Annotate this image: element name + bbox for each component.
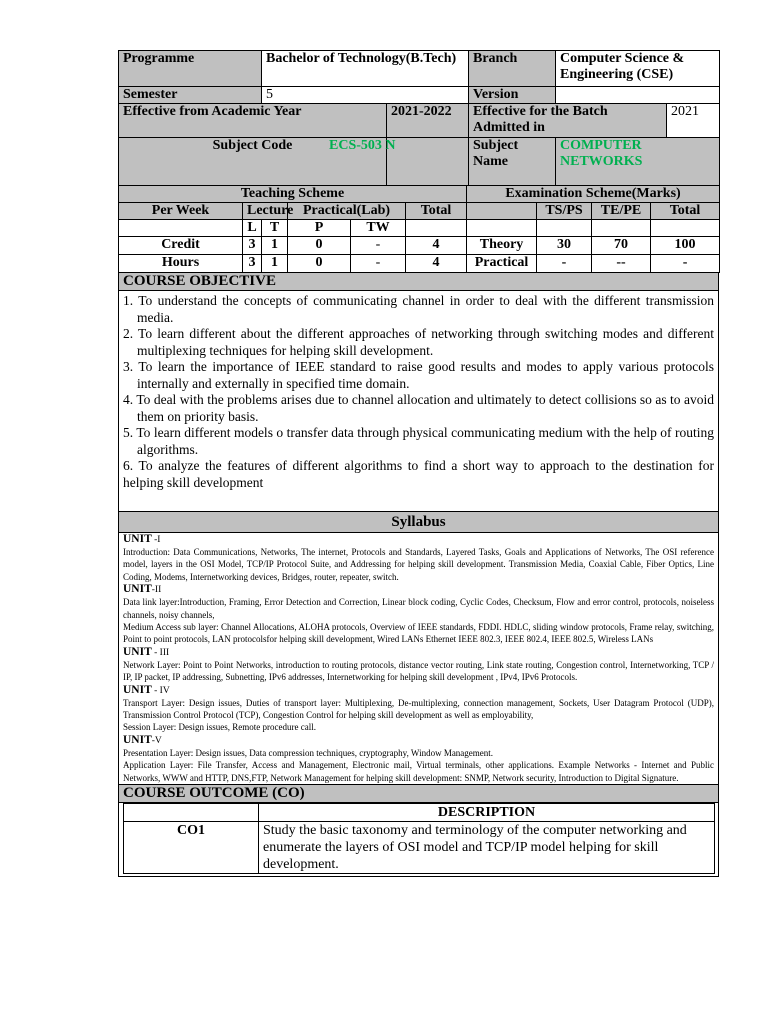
- syllabus-content: [119, 533, 719, 785]
- cell-etotal: -: [651, 255, 720, 273]
- course-objective-title: COURSE OBJECTIVE: [119, 273, 719, 291]
- course-outcome-cell: [119, 803, 719, 877]
- list-item: 3. To learn the importance of IEEE standard to raise good results and modes to apply various protocols internally and externally in specified time domain.: [123, 359, 714, 391]
- cell-exam: Practical: [467, 255, 537, 273]
- lecture-header: Lecture: [243, 203, 288, 220]
- cell-t: 1: [262, 237, 288, 255]
- cell-l: 3: [243, 255, 262, 273]
- course-outcome-table: [123, 803, 715, 874]
- subject-code-label: Subject Code: [119, 138, 387, 186]
- unit-number: -V: [151, 735, 162, 746]
- effective-year-label: Effective from Academic Year: [119, 104, 387, 138]
- unit-heading: [123, 533, 714, 546]
- objectives-list: [119, 291, 719, 512]
- subject-code-cell: [329, 138, 469, 186]
- description-header: DESCRIPTION: [259, 804, 715, 822]
- list-item: 1. To understand the concepts of communicating channel in order to deal with the different transmission media.: [123, 293, 714, 325]
- list-item: 2. To learn different about the different approaches of networking through switching modes and different multiplexing techniques for helping skill development.: [123, 326, 714, 358]
- cell-tw: -: [351, 237, 406, 255]
- co-id: CO1: [124, 822, 259, 874]
- tw-header: TW: [351, 220, 406, 237]
- syllabus-title: Syllabus: [119, 512, 719, 533]
- blank-cell: [406, 220, 467, 237]
- exam-scheme-title: Examination Scheme(Marks): [467, 186, 720, 203]
- practical-lab-header: Practical(Lab): [288, 203, 406, 220]
- unit-label: UNIT: [123, 583, 152, 596]
- cell-l: 3: [243, 237, 262, 255]
- unit-text: Application Layer: File Transfer, Access and Management, Electronic mail, Virtual terminals, other applications. Example Networks - Internet and Public Networks, WWW and HTTP, DNS,FTP, Network Management for helping skill development: SNMP, Network security, Introduction to Digital Signature.: [123, 760, 714, 783]
- unit-label: UNIT: [123, 645, 152, 658]
- co-description: Study the basic taxonomy and terminology of the computer networking and enumerate the layers of OSI model and TCP/IP model helping for skill development.: [259, 822, 715, 874]
- teaching-scheme-title: Teaching Scheme: [119, 186, 467, 203]
- semester-label: Semester: [119, 87, 262, 104]
- unit-text: Transport Layer: Design issues, Duties of transport layer: Multiplexing, De-multiplexing, connection management, Sockets, User Datagram Protocol (UDP), Transmission Control Protocol (TCP), Congestion Control for helping skill development as well as employability,: [123, 697, 714, 721]
- cell-te: 70: [592, 237, 651, 255]
- cell-p: 0: [288, 237, 351, 255]
- te-pe-header: TE/PE: [592, 203, 651, 220]
- list-item: 5. To learn different models o transfer data through physical communicating medium with the help of routing algorithms.: [123, 425, 714, 457]
- total-header: Total: [406, 203, 467, 220]
- batch-label: Effective for the Batch Admitted in: [469, 104, 667, 138]
- programme-value: Bachelor of Technology(B.Tech): [262, 51, 469, 87]
- exam-total-header: Total: [651, 203, 720, 220]
- cell-p: 0: [288, 255, 351, 273]
- cell-total: 4: [406, 237, 467, 255]
- unit-number: - III: [151, 647, 170, 658]
- unit-number: -I: [151, 535, 161, 545]
- unit-text: Presentation Layer: Design issues, Data compression techniques, cryptography, Window Management.: [123, 747, 494, 758]
- semester-value: 5: [262, 87, 469, 104]
- unit-number: -II: [151, 585, 162, 596]
- course-body-table: [118, 272, 719, 877]
- t-header: T: [262, 220, 288, 237]
- programme-label: Programme: [119, 51, 262, 87]
- unit-text: Introduction: Data Communications, Networks, The internet, Protocols and Standards, Layered Tasks, Goals and Applications of Networks, The OSI reference model, layers in the OSI Model, TCP/IP Protocol Suite, and Addressing for helping skill development. Transmission Media, Coaxial Cable, Fiber Optics, Line Coding, Modems, Internetworking devices, Bridges, router, repeater, switch.: [123, 547, 714, 582]
- cell-ts: 30: [537, 237, 592, 255]
- blank-cell: [467, 220, 537, 237]
- cell-total: 4: [406, 255, 467, 273]
- scheme-table: [118, 185, 720, 273]
- cell-t: 1: [262, 255, 288, 273]
- cell-tw: -: [351, 255, 406, 273]
- blank-cell: [537, 220, 592, 237]
- lt-blank: [119, 220, 243, 237]
- unit-heading: [123, 646, 714, 659]
- subject-name-value: COMPUTER NETWORKS: [556, 138, 720, 186]
- cell-etotal: 100: [651, 237, 720, 255]
- cell-ts: -: [537, 255, 592, 273]
- course-document: [118, 50, 719, 877]
- batch-value: 2021: [667, 104, 720, 138]
- unit-text: Session Layer: Design issues, Remote procedure call.: [123, 722, 316, 733]
- co-blank-header: [124, 804, 259, 822]
- ts-ps-header: TS/PS: [537, 203, 592, 220]
- cell-te: --: [592, 255, 651, 273]
- branch-label: Branch: [469, 51, 556, 87]
- l-header: L: [243, 220, 262, 237]
- list-item: 4. To deal with the problems arises due to channel allocation and ultimately to detect collisions so as to avoid them on priority basis.: [123, 392, 714, 424]
- subject-name-label: Subject Name: [469, 138, 556, 186]
- unit-heading: [123, 734, 714, 747]
- effective-year-value: 2021-2022: [387, 104, 469, 138]
- unit-text: Network Layer: Point to Point Networks, introduction to routing protocols, distance vector routing, Link state routing, Congestion control, Internetworking, TCP / IP, IP packet, IP addressing, Subnetting, IPv6 addresses, Internetworking for helping skill development , IPv4, IPv6 Protocols.: [123, 659, 714, 683]
- unit-text: Medium Access sub layer: Channel Allocations, ALOHA protocols, Overview of IEEE standards, FDDI. HDLC, sliding window protocols, Frame relay, switching, Point to point protocols, LAN protocolsfor helping skill development, Wired LANs Ethernet IEEE 802.3, IEEE 802.4, IEEE 802.5, Wireless LANs: [123, 622, 714, 645]
- p-header: P: [288, 220, 351, 237]
- unit-label: UNIT: [123, 533, 152, 545]
- table-row: [119, 255, 720, 273]
- blank-cell: [592, 220, 651, 237]
- branch-value: Computer Science & Engineering (CSE): [556, 51, 720, 87]
- unit-heading: [123, 684, 714, 697]
- per-week-header: Per Week: [119, 203, 243, 220]
- unit-text: Data link layer:Introduction, Framing, Error Detection and Correction, Linear block coding, Cyclic Codes, Checksum, Flow and error control, protocols, noiseless channels, noisy channels,: [123, 597, 714, 620]
- cell-exam: Theory: [467, 237, 537, 255]
- unit-label: UNIT: [123, 683, 152, 696]
- table-row: [119, 237, 720, 255]
- course-outcome-title: COURSE OUTCOME (CO): [119, 785, 719, 803]
- exam-blank-header: [467, 203, 537, 220]
- version-value: [556, 87, 720, 104]
- version-label: Version: [469, 87, 556, 104]
- unit-number: - IV: [151, 685, 170, 696]
- row-label: Hours: [119, 255, 243, 273]
- row-label: Credit: [119, 237, 243, 255]
- subject-code-value: ECS-503 N: [329, 138, 396, 153]
- list-item: 6. To analyze the features of different algorithms to find a short way to approach to the destination for helping skill development: [123, 458, 714, 490]
- blank-cell: [651, 220, 720, 237]
- unit-label: UNIT: [123, 733, 152, 746]
- table-row: [124, 822, 715, 874]
- course-header-table: [118, 50, 720, 186]
- unit-heading: [123, 583, 714, 596]
